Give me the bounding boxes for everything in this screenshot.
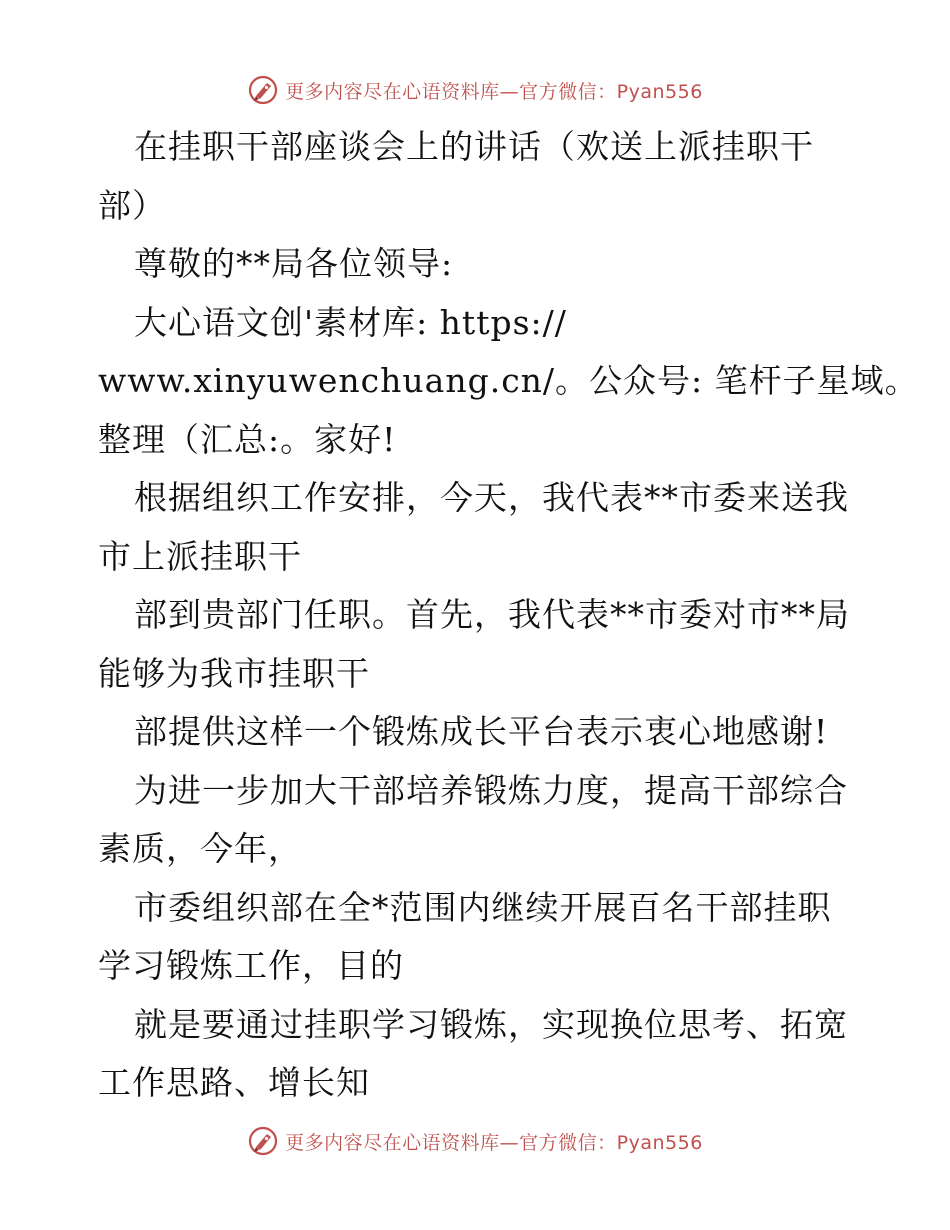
text-line: 部） [98, 185, 166, 225]
footer-banner [0, 1121, 950, 1161]
banner-content [247, 1125, 703, 1157]
header-banner [0, 70, 950, 110]
text-line: 为进一步加大干部培养锻炼力度，提高干部综合 [134, 770, 848, 810]
text-line: www.xinyuwenchuang.cn/。公众号: 笔杆子星域。 [98, 361, 919, 400]
document-body [98, 118, 919, 1113]
text-line: 尊敬的**局各位领导: [134, 244, 454, 283]
text-line: 素质，今年， [98, 829, 302, 868]
text-line: 市委组织部在全*范围内继续开展百名干部挂职 [134, 887, 832, 927]
text-line: 就是要通过挂职学习锻炼，实现换位思考、拓宽 [134, 1004, 848, 1044]
pen-nib-logo-icon [247, 74, 279, 106]
text-line: 市上派挂职干 [98, 536, 302, 576]
banner-text: 更多内容尽在心语资料库—官方微信：Pyan556 [285, 80, 703, 103]
text-line: 能够为我市挂职干 [98, 653, 370, 693]
text-line: 工作思路、增长知 [98, 1063, 370, 1102]
banner-content [247, 74, 703, 106]
text-line: 大心语文创'素材库: https:// [134, 302, 567, 342]
text-line: 部到贵部门任职。首先，我代表**市委对市**局 [134, 595, 850, 634]
banner-text: 更多内容尽在心语资料库—官方微信：Pyan556 [285, 1131, 703, 1154]
text-line: 部提供这样一个锻炼成长平台表示衷心地感谢! [134, 712, 829, 751]
text-line: 学习锻炼工作，目的 [98, 946, 404, 985]
pen-nib-logo-icon [247, 1125, 279, 1157]
text-line: 根据组织工作安排，今天，我代表**市委来送我 [134, 478, 849, 517]
text-line: 整理（汇总:。家好! [98, 419, 397, 459]
text-line: 在挂职干部座谈会上的讲话（欢送上派挂职干 [134, 127, 814, 166]
